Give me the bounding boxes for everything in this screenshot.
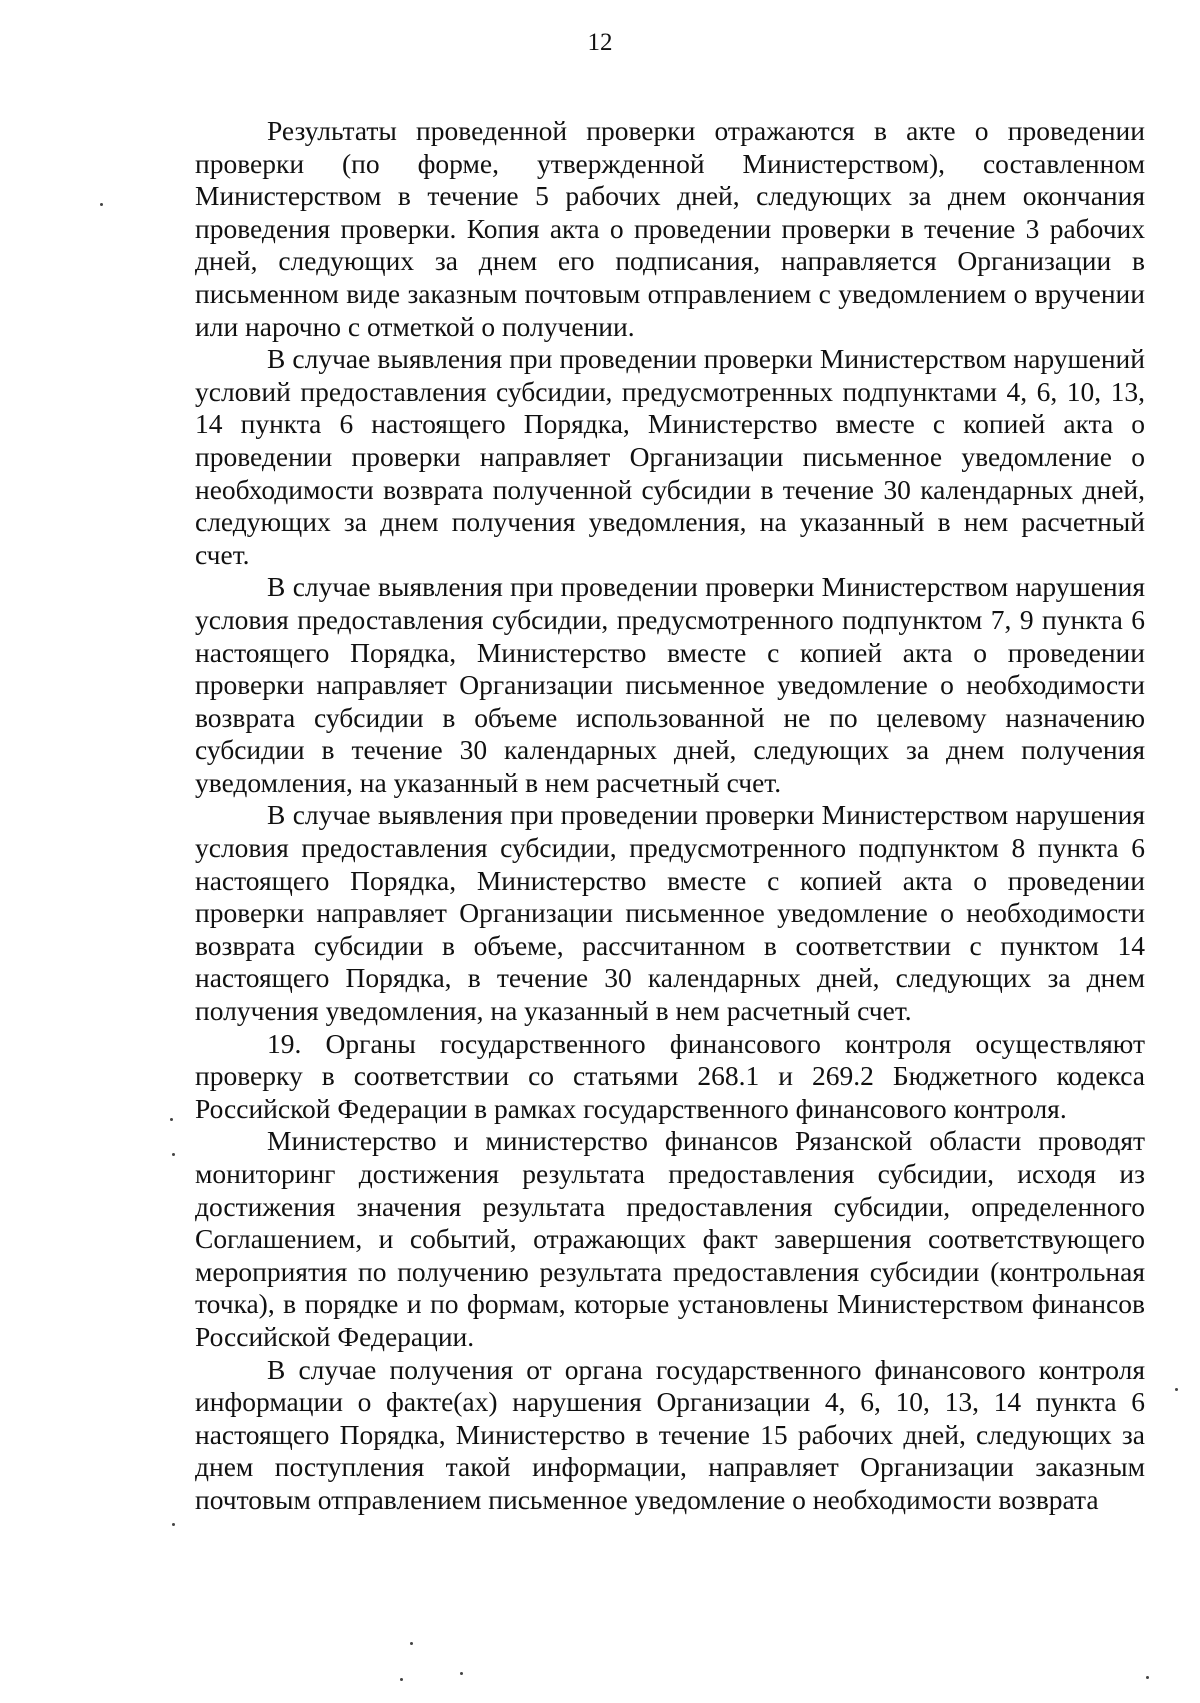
paragraph-violation-calculated-return: В случае выявления при проведении проверки Министерством нарушения условия предоставления субсидии, предусмотренного подпунктом 8 пункта 6 настоящего Порядка, Министерство вместе с копией акта о проведении проверки направляет Организации письменное уведомление о необходимости возврата субсидии в объеме, рассчитанном в соответствии с пунктом 14 настоящего Порядка, в течение 30 календарных дней, следующих за днем получения уведомления, на указанный в нем расчетный счет. bbox=[195, 799, 1145, 1027]
paragraph-violation-subsidy-return: В случае выявления при проведении проверки Министерством нарушений условий предоставления субсидии, предусмотренных подпунктами 4, 6, 10, 13, 14 пункта 6 настоящего Порядка, Министерство вместе с копией акта о проведении проверки направляет Организации письменное уведомление о необходимости возврата полученной субсидии в течение 30 календарных дней, следующих за днем получения уведомления, на указанный в нем расчетный счет. bbox=[195, 343, 1145, 570]
paragraph-inspection-results: Результаты проведенной проверки отражаются в акте о проведении проверки (по форме, утвержденной Министерством), составленном Министерством в течение 5 рабочих дней, следующих за днем окончания проведения проверки. Копия акта о проведении проверки в течение 3 рабочих дней, следующих за днем его подписания, направляется Организации в письменном виде заказным почтовым отправлением с уведомлением о вручении или нарочно с отметкой о получении. bbox=[195, 115, 1145, 342]
paragraph-control-information: В случае получения от органа государственного финансового контроля информации о факте(ах) нарушения Организации 4, 6, 10, 13, 14 пункта 6 настоящего Порядка, Министерство в течение 15 рабочих дней, следующих за днем поступления такой информации, направляет Организации заказным почтовым отправлением письменное уведомление о необходимости возврата bbox=[195, 1353, 1145, 1515]
scan-speck bbox=[170, 1118, 173, 1121]
scan-speck bbox=[1146, 1676, 1149, 1679]
scan-speck bbox=[172, 1523, 175, 1526]
paragraph-section-19-control: 19. Органы государственного финансового контроля осуществляют проверку в соответствии со статьями 268.1 и 269.2 Бюджетного кодекса Российской Федерации в рамках государственного финансового контроля. bbox=[195, 1027, 1145, 1124]
scan-speck bbox=[1175, 1388, 1178, 1391]
scan-speck bbox=[172, 1153, 175, 1156]
page-number: 12 bbox=[587, 29, 613, 56]
scan-speck bbox=[460, 1672, 463, 1675]
paragraph-violation-misuse-return: В случае выявления при проведении проверки Министерством нарушения условия предоставления субсидии, предусмотренного подпунктом 7, 9 пункта 6 настоящего Порядка, Министерство вместе с копией акта о проведении проверки направляет Организации письменное уведомление о необходимости возврата субсидии в объеме использованной не по целевому назначению субсидии в течение 30 календарных дней, следующих за днем получения уведомления, на указанный в нем расчетный счет. bbox=[195, 571, 1145, 798]
paragraph-monitoring: Министерство и министерство финансов Рязанской области проводят мониторинг достижения результата предоставления субсидии, исходя из достижения значения результата предоставления субсидии, определенного Соглашением, и событий, отражающих факт завершения соответствующего мероприятия по получению результата предоставления субсидии (контрольная точка), в порядке и по формам, которые установлены Министерством финансов Российской Федерации. bbox=[195, 1125, 1145, 1352]
scan-speck bbox=[100, 203, 103, 206]
scan-speck bbox=[400, 1678, 403, 1681]
document-body bbox=[195, 115, 1145, 1517]
scan-speck bbox=[410, 1642, 413, 1645]
